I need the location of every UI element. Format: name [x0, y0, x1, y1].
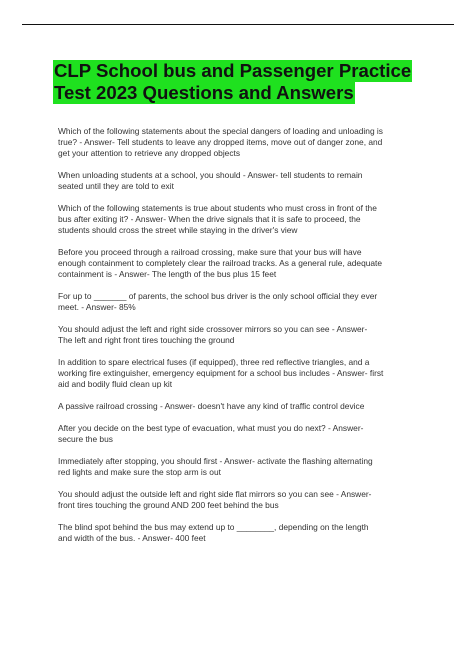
page-title: [53, 60, 433, 104]
qa-entry: Which of the following statements about the special dangers of loading and unloading is true? - Answer- Tell students to leave any dropped items, move out of danger zone, and get your attention to retrieve any dropped objects: [58, 126, 383, 158]
qa-entry: You should adjust the left and right side crossover mirrors so you can see - Answer- The left and right front tires touching the ground: [58, 324, 368, 345]
qa-list: [58, 126, 438, 555]
qa-entry: Which of the following statements is true about students who must cross in front of the bus after exiting it? - Answer- When the drive signals that it is safe to proceed, the students should cross the street while staying in the driver's view: [58, 203, 377, 235]
qa-entry: A passive railroad crossing - Answer- doesn't have any kind of traffic control device: [58, 401, 365, 411]
qa-entry: The blind spot behind the bus may extend up to ________, depending on the length and width of the bus. - Answer- 400 feet: [58, 522, 369, 543]
qa-entry: After you decide on the best type of evacuation, what must you do next? - Answer- secure the bus: [58, 423, 364, 444]
title-line-1: CLP School bus and Passenger Practice: [54, 60, 412, 81]
top-divider: [22, 24, 454, 25]
qa-entry: When unloading students at a school, you should - Answer- tell students to remain seated until they are told to exit: [58, 170, 363, 191]
qa-entry: For up to _______ of parents, the school bus driver is the only school official they ever meet. - Answer- 85%: [58, 291, 378, 312]
qa-entry: Immediately after stopping, you should first - Answer- activate the flashing alternating red lights and make sure the stop arm is out: [58, 456, 373, 477]
qa-entry: In addition to spare electrical fuses (if equipped), three red reflective triangles, and a working fire extinguisher, emergency equipment for a school bus includes - Answer- first aid and bodily fluid clean up kit: [58, 357, 384, 389]
qa-entry: Before you proceed through a railroad crossing, make sure that your bus will have enough containment to completely clear the railroad tracks. As a general rule, adequate containment is - Answer- The length of the bus plus 15 feet: [58, 247, 383, 279]
qa-entry: You should adjust the outside left and right side flat mirrors so you can see - Answer- front tires touching the ground AND 200 feet behind the bus: [58, 489, 372, 510]
title-line-2: Test 2023 Questions and Answers: [54, 82, 354, 103]
